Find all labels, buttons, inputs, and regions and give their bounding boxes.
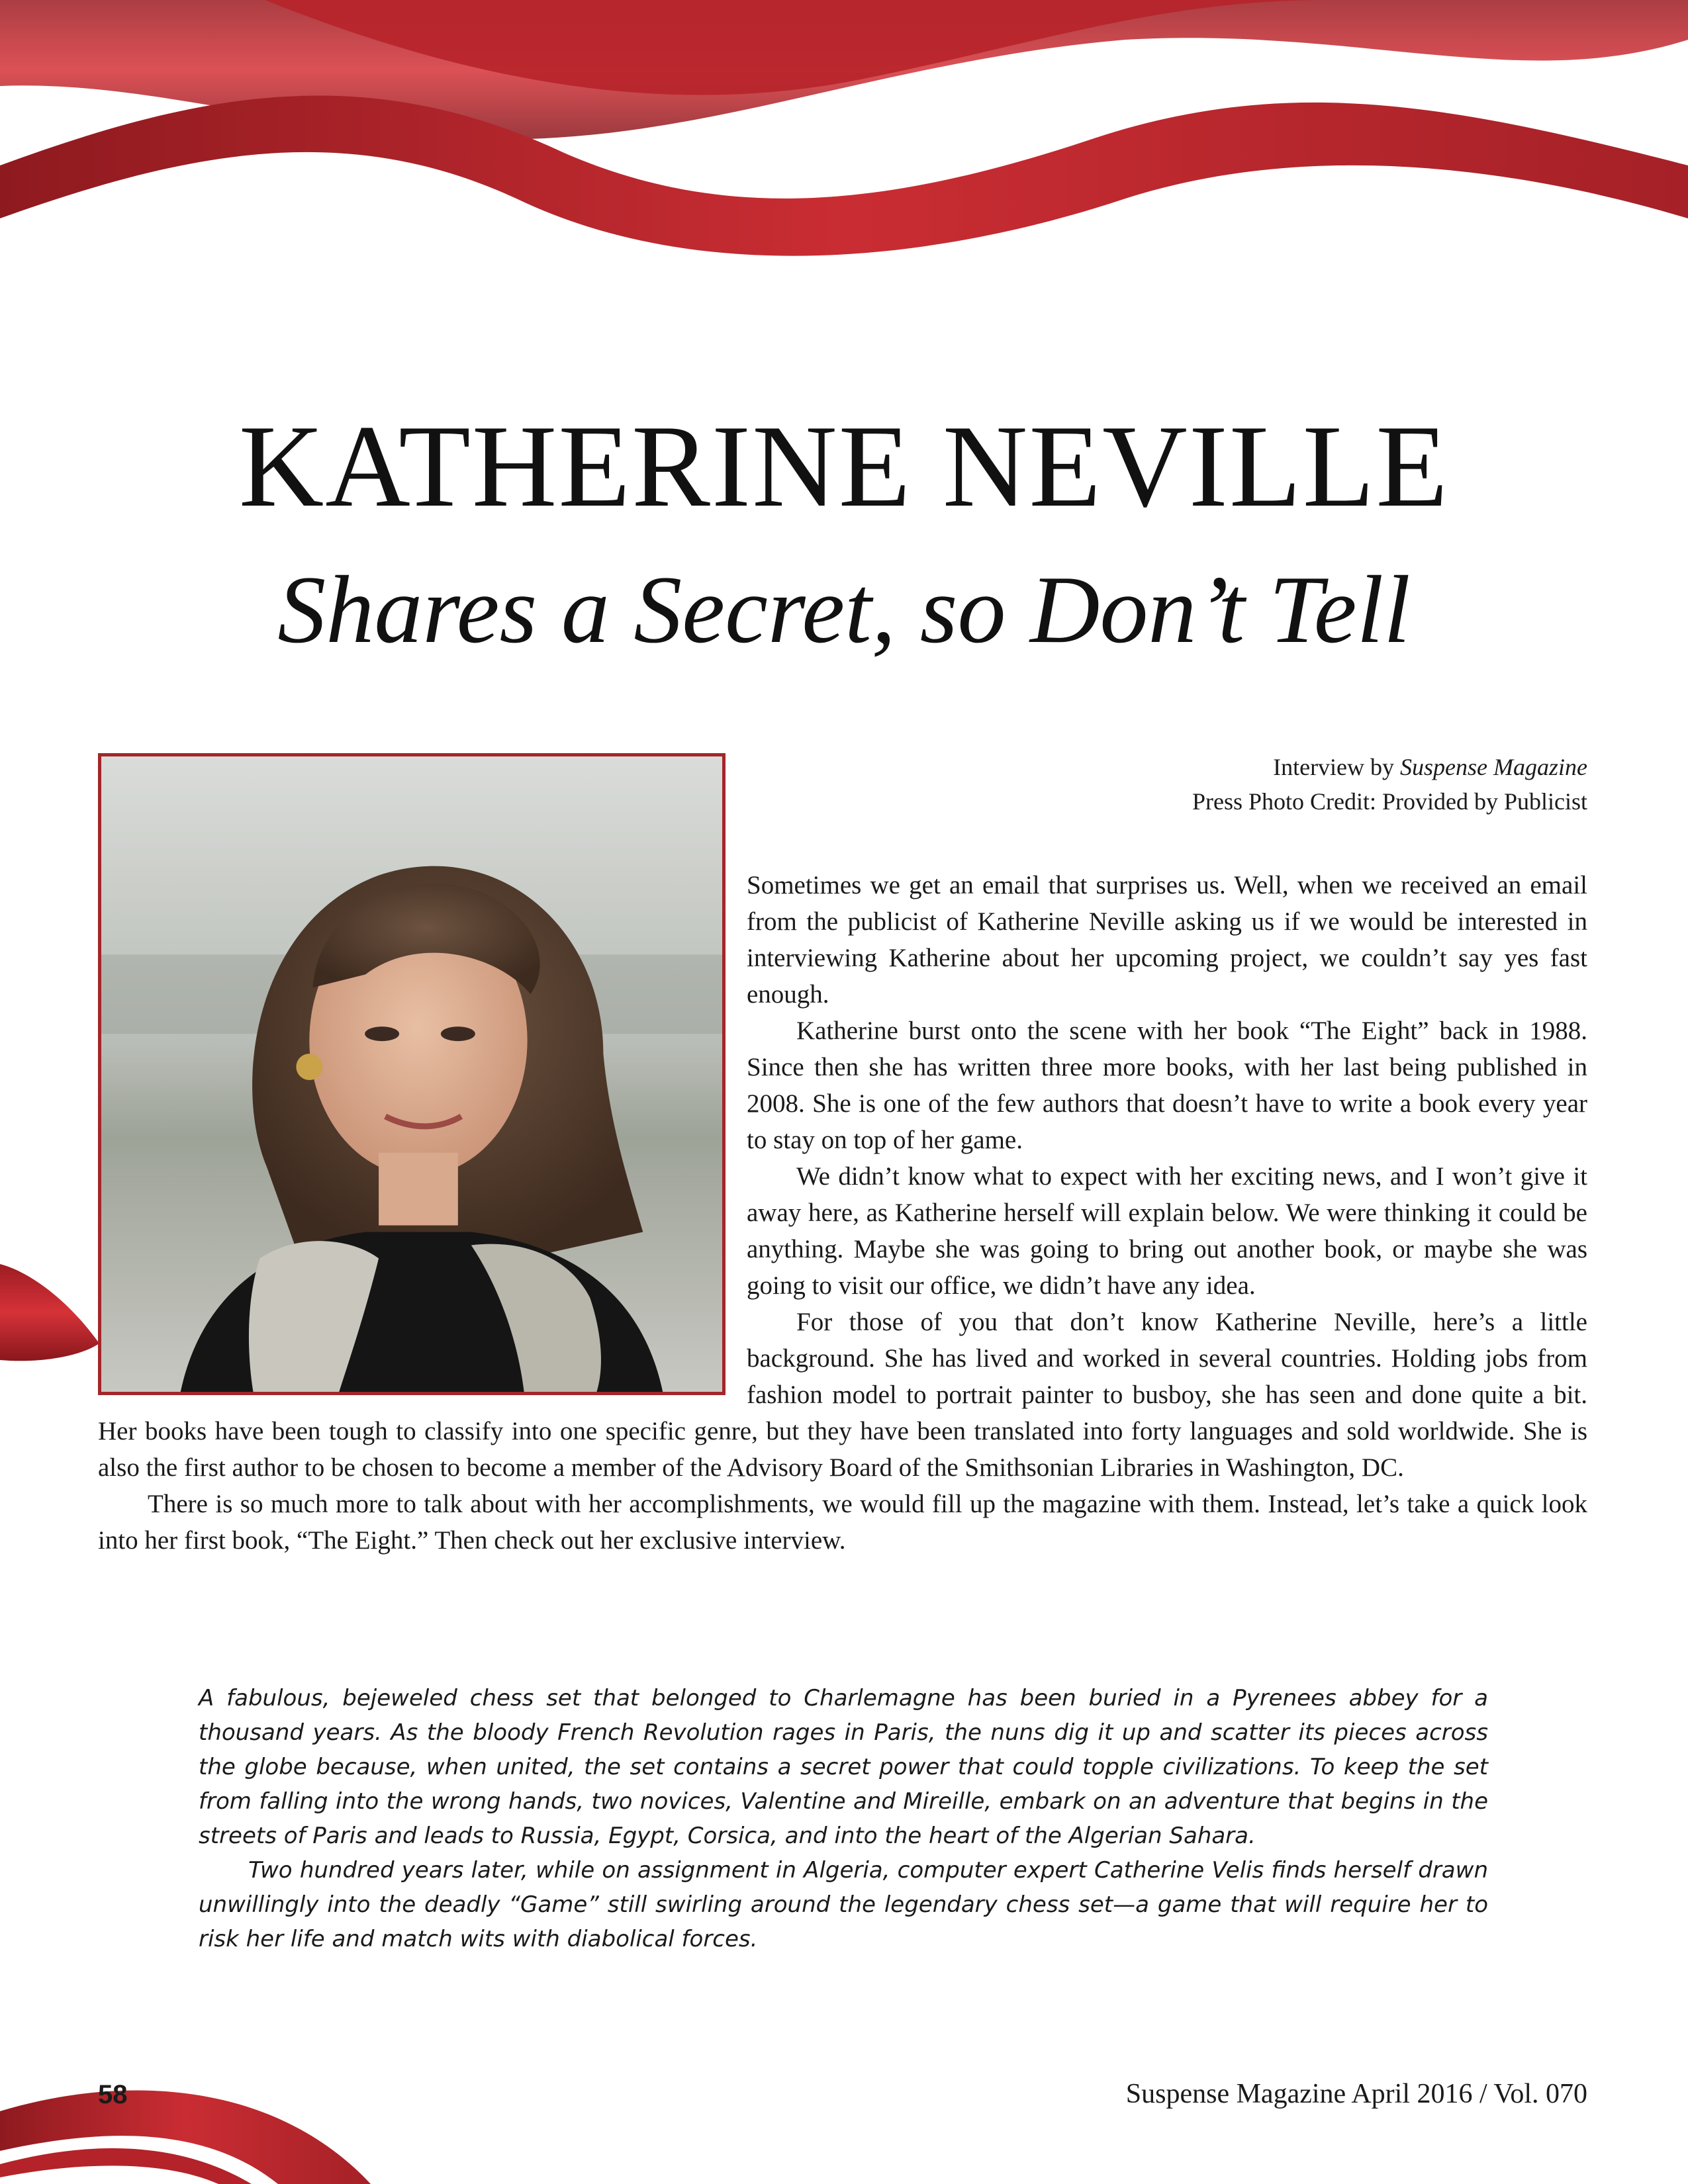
article-paragraph: There is so much more to talk about with her accomplishments, we would fill up the magazine with them. Instead, let’s take a quick look into her first book, “The Eight.” Then check out her exclusive interview. [98,1490,1587,1555]
ribbon-top-front [0,95,1688,255]
article-body [98,867,1587,1559]
page-number: 58 [98,2080,128,2109]
article-paragraph: We didn’t know what to expect with her exciting news, and I won’t give it away here, as Katherine herself will explain below. We were thinking it could be anything. Maybe she was going to bring out another book, or maybe she was going to visit our office, we didn’t have any idea. [747,1162,1587,1300]
photo-credit: Press Photo Credit: Provided by Publicist [1192,788,1587,815]
book-blurb [199,1681,1488,1956]
article-paragraph: Sometimes we get an email that surprises us. Well, when we received an email from the publicist of Katherine Neville asking us if we would be interested in interviewing Katherine about her upcoming project, we couldn’t say yes fast enough. [747,871,1587,1009]
article-credits [1192,750,1587,819]
photo-wrap-spacer [98,867,747,1396]
interview-source: Suspense Magazine [1400,754,1587,780]
ribbon-bottom-thin [0,2148,252,2184]
article-paragraph: For those of you that don’t know Katherine Neville, here’s a little background. She has lived and worked in several countries. Holding jobs from fashion model to portrait painter to busboy, she has seen and done quite a bit. Her books have been tough to classify into one specific genre, but they have been translated into forty languages and sold worldwide. She is also the first author to be chosen to become a member of the Advisory Board of the Smithsonian Libraries in Washington, DC. [98,1308,1587,1482]
blurb-paragraph: Two hundred years later, while on assignment in Algeria, computer expert Catherine Velis finds herself drawn unwillingly into the deadly “Game” still swirling around the legendary chess set—a game that will require her to risk her life and match wits with diabolical forces. [199,1857,1488,1952]
publication-footer: Suspense Magazine April 2016 / Vol. 070 [1125,2079,1587,2109]
article-paragraph: Katherine burst onto the scene with her book “The Eight” back in 1988. Since then she has written three more books, with her last being published in 2008. She is one of the few authors that doesn’t have to write a book every year to stay on top of her game. [747,1017,1587,1154]
interview-credit: Interview by Suspense Magazine [1273,754,1587,780]
article-subtitle: Shares a Secret, so Don’t Tell [277,556,1411,663]
blurb-paragraph: A fabulous, bejeweled chess set that belonged to Charlemagne has been buried in a Pyrenees abbey for a thousand years. As the bloody French Revolution rages in Paris, the nuns dig it up and scatter its pieces across the globe because, when united, the set contains a secret power that could topple civilizations. To keep the set from falling into the wrong hands, two novices, Valentine and Mireille, embark on an adventure that begins in the streets of Paris and leads to Russia, Egypt, Corsica, and into the heart of the Algerian Sahara. [199,1685,1488,1849]
ribbon-left-middle [0,1264,99,1361]
article-title: KATHERINE NEVILLE [238,400,1450,531]
